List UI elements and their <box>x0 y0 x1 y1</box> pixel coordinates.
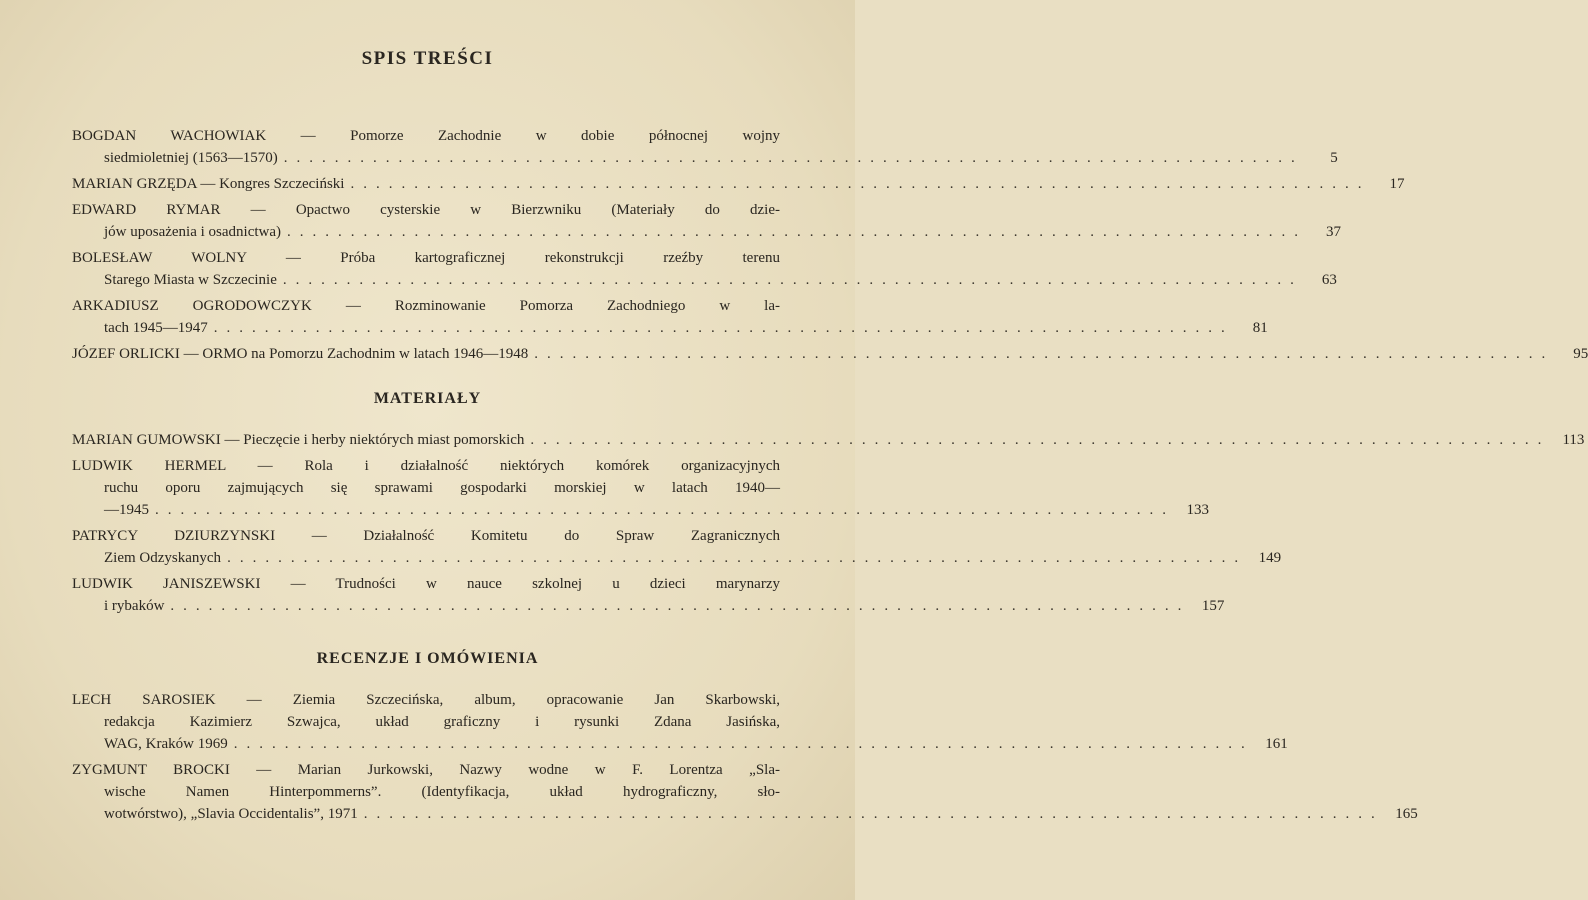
toc-entry <box>72 125 1338 169</box>
toc-entry-line <box>72 173 1405 195</box>
toc-section-recenzje <box>72 689 1418 829</box>
dot-leader: ................................................................................ <box>213 320 1234 336</box>
toc-section-materialy <box>72 429 1585 621</box>
dot-leader: ................................................................................ <box>282 272 1303 288</box>
dot-leader: ................................................................................ <box>287 224 1308 240</box>
toc-entry-text: LUDWIK HERMEL — Rola i działalność niektórych komórek organizacyjnych <box>72 458 780 474</box>
page-number: 161 <box>1265 736 1288 752</box>
page-number: 157 <box>1201 598 1225 614</box>
toc-entry-line <box>72 343 1588 365</box>
toc-entry-text: BOLESŁAW WOLNY — Próba kartograficznej rekonstrukcji rzeźby terenu <box>72 250 780 266</box>
toc-entry-text: MARIAN GUMOWSKI — Pieczęcie i herby niektórych miast pomorskich <box>72 432 525 448</box>
toc-entry-line <box>72 759 780 781</box>
toc-entry-text: wotwórstwo), „Slavia Occidentalis”, 1971 <box>104 806 358 822</box>
toc-entry <box>72 173 1405 195</box>
toc-entry-line <box>72 269 1337 291</box>
toc-entry-text: siedmioletniej (1563—1570) <box>104 150 278 166</box>
toc-entry-text: Starego Miasta w Szczecinie <box>104 272 277 288</box>
toc-entry <box>72 247 1337 291</box>
toc-entry <box>72 689 1288 755</box>
page-number: 165 <box>1395 806 1418 822</box>
section-heading-materialy: MATERIAŁY <box>373 390 482 407</box>
toc-entry-text: LUDWIK JANISZEWSKI — Trudności w nauce szkolnej u dzieci marynarzy <box>72 576 780 592</box>
dot-leader: ................................................................................ <box>534 346 1555 362</box>
toc-entry-line <box>72 147 1338 169</box>
toc-entry-text: ZYGMUNT BROCKI — Marian Jurkowski, Nazwy wodne w F. Lorentza „Sla- <box>72 762 780 778</box>
toc-entry-text: ruchu oporu zajmujących się sprawami gospodarki morskiej w latach 1940— <box>104 480 780 496</box>
toc-entry-line <box>72 247 780 269</box>
page-number: 17 <box>1389 176 1405 192</box>
toc-entry-text: EDWARD RYMAR — Opactwo cysterskie w Bierzwniku (Materiały do dzie- <box>72 202 780 218</box>
toc-section-main <box>72 125 1588 369</box>
toc-entry <box>72 455 1209 521</box>
toc-entry-text: tach 1945—1947 <box>104 320 208 336</box>
toc-entry <box>72 525 1282 569</box>
toc-entry-text: JÓZEF ORLICKI — ORMO na Pomorzu Zachodnim w latach 1946—1948 <box>72 346 529 362</box>
toc-entry-text: BOGDAN WACHOWIAK — Pomorze Zachodnie w dobie północnej wojny <box>72 128 780 144</box>
toc-entry-text: redakcja Kazimierz Szwajca, układ graficzny i rysunki Zdana Jasińska, <box>104 714 780 730</box>
toc-entry-line <box>72 781 780 803</box>
toc-entry <box>72 573 1225 617</box>
toc-entry-line <box>72 573 780 595</box>
toc-entry-line <box>72 429 1585 451</box>
toc-entry-text: jów uposażenia i osadnictwa) <box>104 224 282 240</box>
toc-entry-text: i rybaków <box>104 598 165 614</box>
toc-entry-line <box>72 455 780 477</box>
page-number: 81 <box>1252 320 1268 336</box>
toc-entry <box>72 429 1585 451</box>
toc-entry <box>72 759 1418 825</box>
toc-entry-line <box>72 547 1282 569</box>
toc-entry <box>72 343 1588 365</box>
toc-entry <box>72 199 1342 243</box>
dot-leader: ................................................................................ <box>350 176 1371 192</box>
dot-leader: ................................................................................ <box>283 150 1304 166</box>
toc-entry-text: MARIAN GRZĘDA — Kongres Szczeciński <box>72 176 345 192</box>
toc-entry-line <box>72 221 1342 243</box>
toc-entry-line <box>72 733 1288 755</box>
toc-entry-line <box>72 317 1268 339</box>
page-number: 63 <box>1321 272 1337 288</box>
page-number: 5 <box>1330 150 1338 166</box>
toc-entry-line <box>72 199 780 221</box>
dot-leader: ................................................................................ <box>155 502 1175 518</box>
toc-entry-text: LECH SAROSIEK — Ziemia Szczecińska, album, opracowanie Jan Skarbowski, <box>72 692 780 708</box>
page-number: 133 <box>1186 502 1209 518</box>
toc-entry-text: wische Namen Hinterpommerns”. (Identyfikacja, układ hydrograficzny, sło- <box>104 784 780 800</box>
toc-entry-line <box>72 689 780 711</box>
dot-leader: ................................................................................ <box>363 806 1384 822</box>
toc-entry-line <box>72 525 780 547</box>
toc-entry-text: ARKADIUSZ OGRODOWCZYK — Rozminowanie Pomorza Zachodniego w la- <box>72 298 780 314</box>
toc-entry <box>72 295 1268 339</box>
toc-entry-text: —1945 <box>104 502 149 518</box>
page-title: SPIS TREŚCI <box>361 48 494 69</box>
page-number: 149 <box>1258 550 1282 566</box>
dot-leader: ................................................................................ <box>170 598 1191 614</box>
section-heading-recenzje: RECENZJE I OMÓWIENIA <box>316 650 539 667</box>
toc-entry-line <box>72 595 1225 617</box>
page-number: 113 <box>1562 432 1585 448</box>
toc-entry-line <box>72 477 780 499</box>
toc-entry-text: PATRYCY DZIURZYNSKI — Działalność Komitetu do Spraw Zagranicznych <box>72 528 780 544</box>
dot-leader: ................................................................................ <box>227 550 1248 566</box>
toc-entry-line <box>72 499 1209 521</box>
toc-entry-line <box>72 711 780 733</box>
page-number: 37 <box>1326 224 1342 240</box>
dot-leader: ................................................................................ <box>233 736 1254 752</box>
toc-entry-text: Ziem Odzyskanych <box>104 550 222 566</box>
toc-entry-line <box>72 803 1418 825</box>
toc-entry-line <box>72 295 780 317</box>
toc-entry-text: WAG, Kraków 1969 <box>104 736 228 752</box>
page-number: 95 <box>1573 346 1588 362</box>
dot-leader: ................................................................................ <box>530 432 1551 448</box>
toc-entry-line <box>72 125 780 147</box>
